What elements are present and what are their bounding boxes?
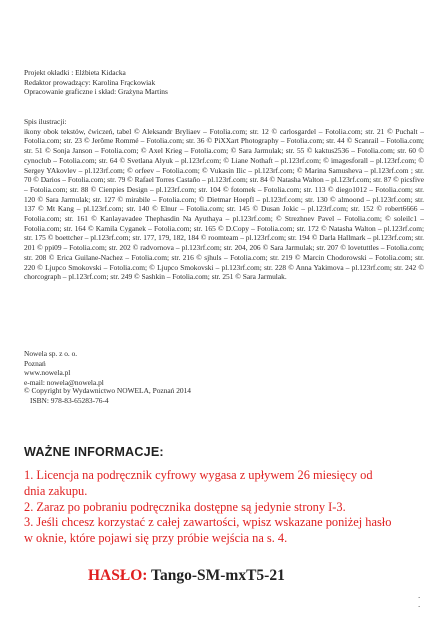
illustrations-section xyxy=(24,117,424,282)
password-line xyxy=(88,567,388,585)
important-info-heading: WAŻNE INFORMACJE: xyxy=(24,445,164,459)
illustrations-heading: Spis ilustracji: xyxy=(24,117,67,126)
publisher-email: e-mail: nowela@nowela.pl xyxy=(24,378,104,388)
publisher-info xyxy=(24,349,424,388)
copyright-notice: © Copyright by Wydawnictwo NOWELA, Poznań 2014 xyxy=(24,386,191,395)
credits-section xyxy=(24,68,424,97)
publisher-website: www.nowela.pl xyxy=(24,368,71,378)
password-value: Tango-SM-mxT5-21 xyxy=(151,567,285,584)
illustrations-credits-text: ikony obok tekstów, ćwiczeń, tabel © Aleksandr Bryliaev – Fotolia.com; str. 12 © carlosgardel – Fotolia.com; str. 21 © Puchalt – Fotolia.com; str. 23 © Jerôme Rommé – Fotolia.com; str. 36 © PiXXart Photography – Fotolia.com; str. 44 © Scanrail – Fotolia.com; str. 51 © Sonja Janson – Fotolia.com; © Axel Krieg – Fotolia.com; © Sara Jarmulak; str. 55 © kaktus2536 – Fotolia.com; str. 60 © cynoclub – Fotolia.com; str. 64 © Svetlana Alyuk – pl.123rf.com; © Liane Nothaft – pl.123rf.com; © imagesforall – pl.123rf.com; © Sergey YAkovlev – pl.123rf.com; © orfeev – Fotolia.com; © Vukasin Ilic – pl.123rf.com; © Marina Samusheva – pl.123rf.com ; str. 70 © Darios – Fotolia.com; str. 79 © Rafael Torres Castaño – pl.123rf.com; str. 84 © Natasha Walton – pl.123rf.com; str. 87 © picsfive – Fotolia.com; str. 88 © Cienpies Design – pl.123rf.com; str. 104 © fotomek – Fotolia.com; str. 113 © diego1012 – Fotolia.com; str. 120 © Sara Jarmulak; str. 127 © mirabile – Fotolia.com; © Dietmar Hoepfl – pl.123rf.com; str. 130 © almoond – pl.123rf.com; str. 137 © Mt Kang – pl.123rf.com; str. 140 © Elnur – Fotolia.com; str. 145 © Dusan Jokic – pl.123rf.com; str. 152 © robert6666 – Fotolia.com; str. 161 © Kanlayavadee Thephasdin Na Ayuthaya – pl.123rf.com; © Strezhnev Pavel – Fotolia.com; © soleilc1 – Fotolia.com; str. 164 © Kamila Cyganek – Fotolia.com; str. 165 © D.Copy – Fotolia.com; str. 172 © Natasha Walton – pl.123rf.com; str. 175 © boettcher – pl.123rf.com; str. 177, 179, 182, 184 © roomteam – pl.123rf.com; str. 194 © Darla Hallmark – pl.123rf.com; str. 201 © ppi09 – Fotolia.com; str. 202 © radvornova – pl.123rf.com; str. 204, 206 © Sara Jarmulak; str. 207 © lovetuttles – Fotolia.com; str. 208 © Erica Guilane-Nachez – Fotolia.com; str. 216 © sjhuls – Fotolia.com; str. 219 © Marcin Chodorowski – Fotolia.com; str. 220 © Ljupco Smokovski – Fotolia.com; © Ljupco Smokovski – pl.123rf.com; str. 228 © Anna Yakimova – pl.123rf.com; str. 242 © chorcograph – pl.123rf.com; str. 249 © Sashkin – Fotolia.com; str. 251 © Sara Jarmulak. xyxy=(24,126,424,282)
pages-notice: 2. Zaraz po pobraniu podręcznika dostępne są jedynie strony I-3. xyxy=(24,499,346,514)
password-label: HASŁO: xyxy=(88,567,148,584)
layout-credit: Opracowanie graficzne i skład: Grażyna Martins xyxy=(24,87,168,97)
editor-credit: Redaktor prowadzący: Karolina Frąckowiak xyxy=(24,77,156,87)
isbn-number: ISBN: 978-83-65283-76-4 xyxy=(30,396,109,405)
publisher-city: Poznań xyxy=(24,358,46,368)
footer-mark: . . xyxy=(418,591,426,609)
important-info-list xyxy=(24,468,394,547)
password-instructions: 3. Jeśli chcesz korzystać z całej zawartości, wpisz wskazane poniżej hasło w oknie, które pojawi się przy próbie wejścia na s. 4. xyxy=(24,515,392,546)
license-notice: 1. Licencja na podręcznik cyfrowy wygasa z upływem 26 miesięcy od dnia zakupu. xyxy=(24,468,373,498)
cover-design-credit: Projekt okładki : Elżbieta Kidacka xyxy=(24,68,126,77)
publisher-name: Nowela sp. z o. o. xyxy=(24,349,78,358)
